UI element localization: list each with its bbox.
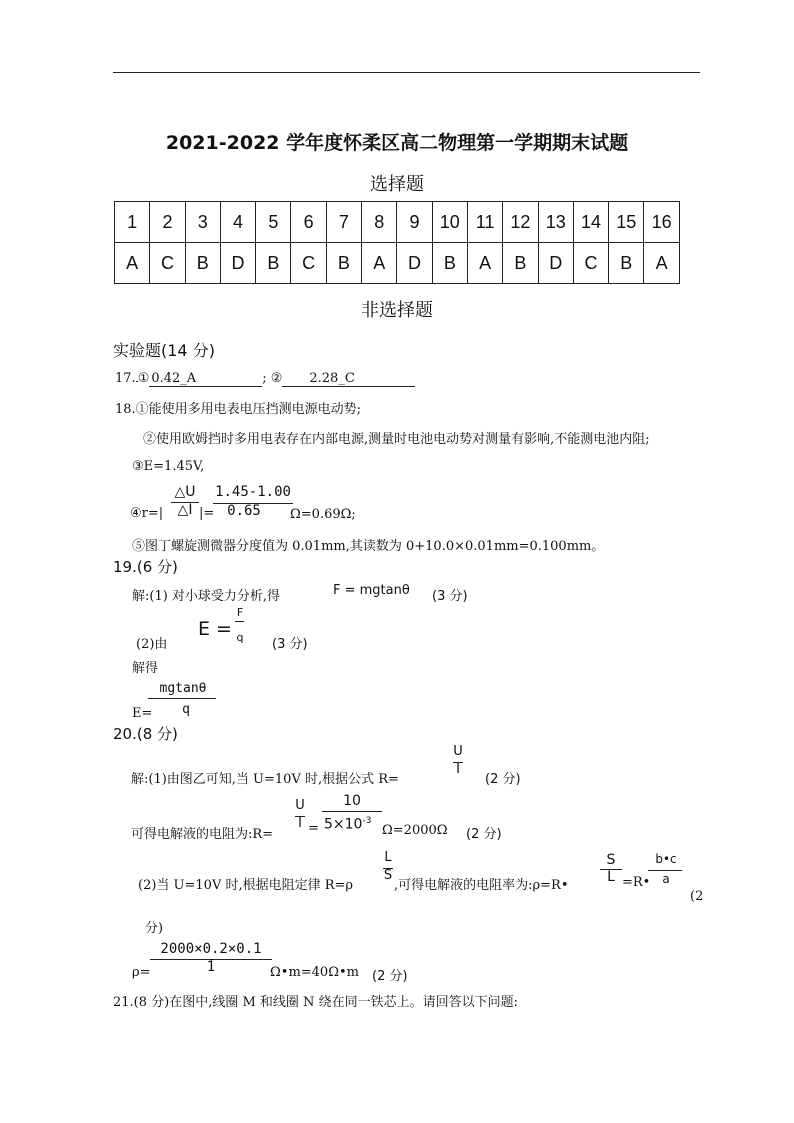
q19-score-2: (3 分): [272, 637, 308, 652]
q20-score-2: (2 分): [466, 827, 502, 842]
q17-answer-1: 0.42_A: [149, 371, 262, 387]
fraction-numerator: U: [453, 744, 463, 759]
question-number: 7: [326, 202, 361, 243]
question-number: 9: [397, 202, 432, 243]
fraction-numerator: mgtanθ: [159, 681, 207, 696]
question-number: 11: [467, 202, 502, 243]
fraction-denominator: $5\times 10^{-3}$: [324, 816, 372, 833]
fraction-denominator: 0.65: [227, 503, 261, 519]
q18-line4-result: Ω=0.69Ω;: [290, 507, 356, 522]
question-number: 5: [256, 202, 291, 243]
question-number: 16: [644, 202, 679, 243]
q17-mark-1: ①: [137, 371, 150, 386]
q18-line-2: ②使用欧姆挡时多用电表存在内部电源,测量时电池电动势对测量有影响,不能测电池内阻;: [143, 432, 650, 447]
q20-result-1: Ω=2000Ω: [382, 823, 448, 838]
q17-mark-2: ②: [270, 371, 283, 386]
header-rule: [113, 72, 700, 73]
q20-score-3-part-b: 分): [145, 921, 164, 936]
q21-line-1: 21.(8 分)在图中,线圈 M 和线圈 N 绕在同一铁芯上。请回答以下问题:: [113, 995, 518, 1010]
fraction-denominator: q: [182, 702, 190, 717]
question-number: 2: [150, 202, 185, 243]
answer-cell: C: [150, 243, 185, 284]
q20-line-1: 解:(1)由图乙可知,当 U=10V 时,根据公式 R=: [131, 772, 399, 787]
answer-cell: C: [573, 243, 608, 284]
answer-table-answer-row: [115, 243, 680, 284]
page-title: 2021-2022 学年度怀柔区高二物理第一学期期末试题: [165, 132, 629, 154]
q18-line4-mid: |=: [199, 506, 215, 521]
fraction-bar: [235, 621, 244, 622]
q17-answer-2: 2.28_C: [282, 371, 414, 387]
q18-line4-prefix: ④r=|: [130, 506, 164, 521]
answer-cell: B: [256, 243, 291, 284]
question-number: 4: [220, 202, 255, 243]
answer-cell: B: [185, 243, 220, 284]
q17-sep: ;: [262, 371, 267, 386]
question-number: 3: [185, 202, 220, 243]
q19-line-4: E=: [132, 706, 153, 721]
fraction-bar: [648, 870, 682, 871]
fraction-numerator: L: [384, 850, 392, 865]
q20-score-3-part-a: (2: [690, 889, 704, 904]
q19-score-1: (3 分): [432, 589, 468, 604]
fraction-denominator: I: [456, 762, 460, 777]
question-number: 6: [291, 202, 326, 243]
answer-cell: A: [467, 243, 502, 284]
q19-line-1: 解:(1) 对小球受力分析,得: [132, 589, 281, 604]
q20-line-3-mid-2: =R•: [622, 875, 651, 890]
fraction-numerator: 2000×0.2×0.1: [160, 941, 262, 957]
q20-result-2: Ω•m=40Ω•m: [270, 965, 359, 980]
q20-line-3-mid: ,可得电解液的电阻率为:ρ=R•: [394, 878, 569, 893]
fraction-denominator: 1: [206, 959, 216, 975]
q18-line-1: 18.①能使用多用电表电压挡测电源电动势;: [115, 402, 362, 417]
answer-cell: A: [115, 243, 150, 284]
q17-number: 17.: [115, 371, 136, 386]
fraction-denominator: S: [383, 868, 393, 883]
question-number: 8: [362, 202, 397, 243]
q17-line: [115, 371, 415, 387]
fraction-denominator: I: [298, 816, 302, 831]
question-number: 12: [503, 202, 538, 243]
fraction-numerator: U: [295, 798, 305, 813]
question-number: 13: [538, 202, 573, 243]
answer-cell: B: [503, 243, 538, 284]
experiment-heading: 实验题(14 分): [113, 341, 215, 360]
fraction-denominator: a: [662, 872, 670, 886]
answer-cell: A: [644, 243, 679, 284]
answer-cell: A: [362, 243, 397, 284]
q20-line-3: (2)当 U=10V 时,根据电阻定律 R=ρ: [138, 878, 354, 893]
q18-line-5: ⑤图丁螺旋测微器分度值为 0.01mm,其读数为 0+10.0×0.01mm=0.100mm。: [132, 539, 605, 554]
fraction-numerator: 10: [343, 793, 361, 809]
fraction-denominator: q: [236, 631, 244, 644]
fraction-numerator: F: [236, 606, 244, 619]
q19-line-2: (2)由: [136, 637, 168, 652]
question-number: 15: [609, 202, 644, 243]
answer-cell: B: [326, 243, 361, 284]
answer-cell: C: [291, 243, 326, 284]
answer-table: [114, 201, 680, 284]
question-number: 1: [115, 202, 150, 243]
q20-line-2: 可得电解液的电阻为:R=: [131, 827, 274, 842]
fraction-bar: [148, 698, 216, 699]
answer-table-number-row: [115, 202, 680, 243]
fraction-denominator: L: [607, 869, 615, 885]
question-number: 14: [573, 202, 608, 243]
q20-line-4-prefix: ρ=: [132, 965, 151, 980]
answer-cell: B: [432, 243, 467, 284]
q20-equals: =: [308, 821, 319, 836]
q19-e-symbol: E =: [198, 618, 232, 640]
delta-u-numerator: △U: [174, 484, 196, 500]
fraction-numerator: 1.45-1.00: [215, 484, 291, 500]
non-mc-heading: 非选择题: [361, 300, 433, 321]
q19-formula: F = mgtanθ: [333, 583, 410, 598]
q20-score-4: (2 分): [372, 969, 408, 984]
q18-line-3: ③E=1.45V,: [132, 459, 205, 474]
answer-cell: D: [538, 243, 573, 284]
question-number: 10: [432, 202, 467, 243]
fraction-bar: [322, 811, 382, 812]
answer-cell: B: [609, 243, 644, 284]
fraction-numerator: b•c: [655, 852, 677, 866]
q19-heading: 19.(6 分): [113, 558, 178, 576]
answer-cell: D: [397, 243, 432, 284]
delta-i-denominator: △I: [177, 502, 193, 518]
answer-cell: D: [220, 243, 255, 284]
mc-heading: 选择题: [370, 174, 424, 195]
q20-score-1: (2 分): [485, 772, 521, 787]
fraction-numerator: S: [606, 852, 616, 868]
q19-line-3: 解得: [132, 661, 159, 676]
q20-heading: 20.(8 分): [113, 725, 178, 743]
